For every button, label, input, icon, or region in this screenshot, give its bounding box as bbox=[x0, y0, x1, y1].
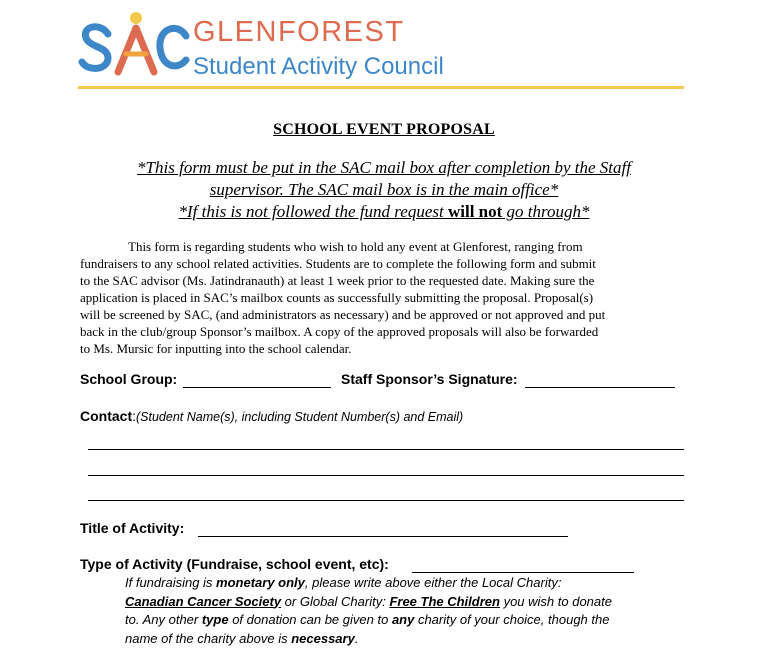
note-line bbox=[125, 630, 685, 648]
paragraph-line: fundraisers to any school related activities. Students are to complete the following form and submit bbox=[80, 255, 684, 272]
contact-label bbox=[80, 408, 136, 424]
note-text: or Global Charity: bbox=[281, 594, 389, 609]
notice-text-end: go through* bbox=[502, 202, 589, 221]
contact-hint: (Student Name(s), including Student Number(s) and Email) bbox=[136, 410, 463, 424]
school-group-field[interactable] bbox=[183, 387, 331, 388]
sponsor-signature-field[interactable] bbox=[525, 387, 675, 388]
contact-field-line-1[interactable] bbox=[88, 449, 684, 450]
activity-type-field[interactable] bbox=[412, 572, 634, 573]
note-line bbox=[125, 593, 685, 612]
paragraph-line: application is placed in SAC’s mailbox counts as successfully submitting the proposal. Proposal(s) bbox=[80, 289, 684, 306]
note-text: charity of your choice, though the bbox=[414, 612, 609, 627]
activity-type-label: Type of Activity (Fundraise, school event, etc): bbox=[80, 556, 389, 572]
intro-paragraph bbox=[80, 238, 684, 357]
notice-emphasis: will not bbox=[448, 202, 502, 221]
activity-title-label: Title of Activity: bbox=[80, 520, 184, 536]
charity-global: Free The Children bbox=[389, 594, 500, 609]
note-emphasis: any bbox=[392, 612, 414, 627]
note-emphasis: necessary bbox=[291, 631, 355, 646]
note-emphasis: monetary only bbox=[216, 575, 305, 590]
note-text: If fundraising is bbox=[125, 575, 216, 590]
paragraph-line: will be screened by SAC, (and administrators as necessary) and be approved or not approved and put bbox=[80, 306, 684, 323]
note-text: to. Any other bbox=[125, 612, 202, 627]
notice-line-2: supervisor. The SAC mail box is in the main office* bbox=[0, 180, 768, 200]
document-title: SCHOOL EVENT PROPOSAL bbox=[0, 121, 768, 139]
contact-label-colon: : bbox=[132, 408, 136, 424]
paragraph-line: to the SAC advisor (Ms. Jatindranauth) at least 1 week prior to the requested date. Making sure the bbox=[80, 272, 684, 289]
paragraph-line: back in the club/group Sponsor’s mailbox. A copy of the approved proposals will also be forwarded bbox=[80, 323, 684, 340]
note-line bbox=[125, 574, 685, 593]
header-divider bbox=[78, 86, 684, 89]
note-line bbox=[125, 611, 685, 630]
contact-field-line-3[interactable] bbox=[88, 500, 684, 501]
contact-label-text: Contact bbox=[80, 408, 132, 424]
note-emphasis: type bbox=[202, 612, 229, 627]
sponsor-signature-label: Staff Sponsor’s Signature: bbox=[341, 371, 518, 387]
paragraph-line: to Ms. Mursic for inputting into the school calendar. bbox=[80, 340, 684, 357]
charity-local: Canadian Cancer Society bbox=[125, 594, 281, 609]
notice-line-1: *This form must be put in the SAC mail box after completion by the Staff bbox=[0, 158, 768, 178]
note-text: . bbox=[355, 631, 359, 646]
org-subtitle: Student Activity Council bbox=[193, 53, 444, 81]
school-group-label: School Group: bbox=[80, 371, 177, 387]
sac-logo-icon bbox=[78, 8, 190, 78]
org-name: GLENFOREST bbox=[193, 16, 405, 49]
note-text: of donation can be given to bbox=[229, 612, 392, 627]
note-text: name of the charity above is bbox=[125, 631, 291, 646]
notice-text-start: *If this is not followed the fund request bbox=[179, 202, 448, 221]
notice-line-3 bbox=[0, 202, 768, 222]
activity-title-field[interactable] bbox=[198, 536, 568, 537]
fundraising-note bbox=[125, 574, 685, 648]
contact-field-line-2[interactable] bbox=[88, 475, 684, 476]
paragraph-line: This form is regarding students who wish to hold any event at Glenforest, ranging from bbox=[80, 238, 684, 255]
note-text: , please write above either the Local Charity: bbox=[305, 575, 562, 590]
note-text: you wish to donate bbox=[500, 594, 612, 609]
